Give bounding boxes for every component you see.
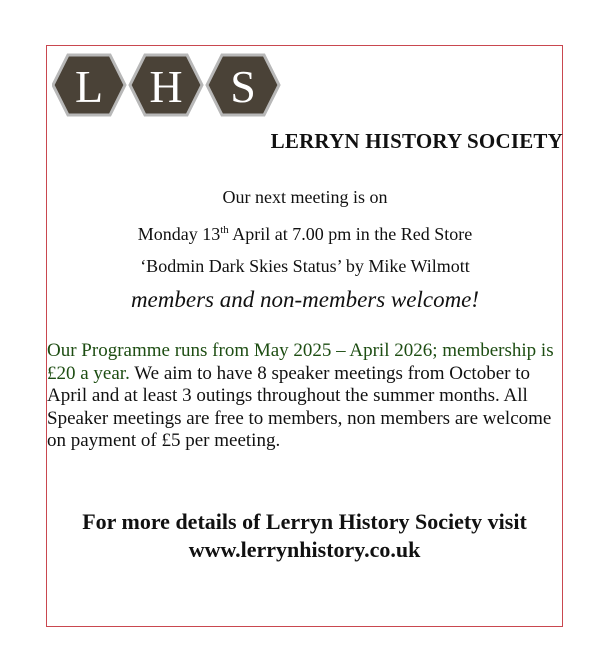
meeting-date-prefix: Monday 13 (137, 224, 221, 244)
meeting-date-suffix: th (220, 224, 229, 236)
logo-hexagon-l (53, 55, 125, 115)
logo-hexagon-h (130, 55, 202, 115)
logo-letter-h: H (149, 61, 183, 112)
programme-paragraph (47, 340, 563, 453)
programme-body: We aim to have 8 speaker meetings from October to April and at least 3 outings throughout the summer months. All Speaker meetings are free to members, non members are welcome on payment of £5 per meeting. (47, 362, 552, 451)
meeting-intro: Our next meeting is on (222, 187, 388, 207)
meeting-talk: ‘Bodmin Dark Skies Status’ by Mike Wilmott (140, 256, 470, 276)
meeting-welcome: members and non-members welcome! (130, 287, 480, 312)
details-line: For more details of Lerryn History Society visit (82, 509, 527, 534)
programme-highlight: Our Programme runs from May 2025 – April 2026; membership is £20 a year. (47, 340, 554, 384)
lhs-logo-icon (52, 52, 284, 118)
meeting-date (0, 224, 600, 245)
logo-hexagon-s (207, 55, 279, 115)
meeting-date-rest: April at 7.00 pm in the Red Store (228, 224, 473, 244)
logo-letter-l: L (74, 61, 104, 112)
society-title: LERRYN HISTORY SOCIETY (270, 129, 563, 153)
website-link[interactable]: www.lerrynhistory.co.uk (188, 537, 421, 562)
society-logo (52, 52, 284, 118)
details-block (46, 508, 563, 564)
logo-letter-s: S (230, 61, 256, 112)
